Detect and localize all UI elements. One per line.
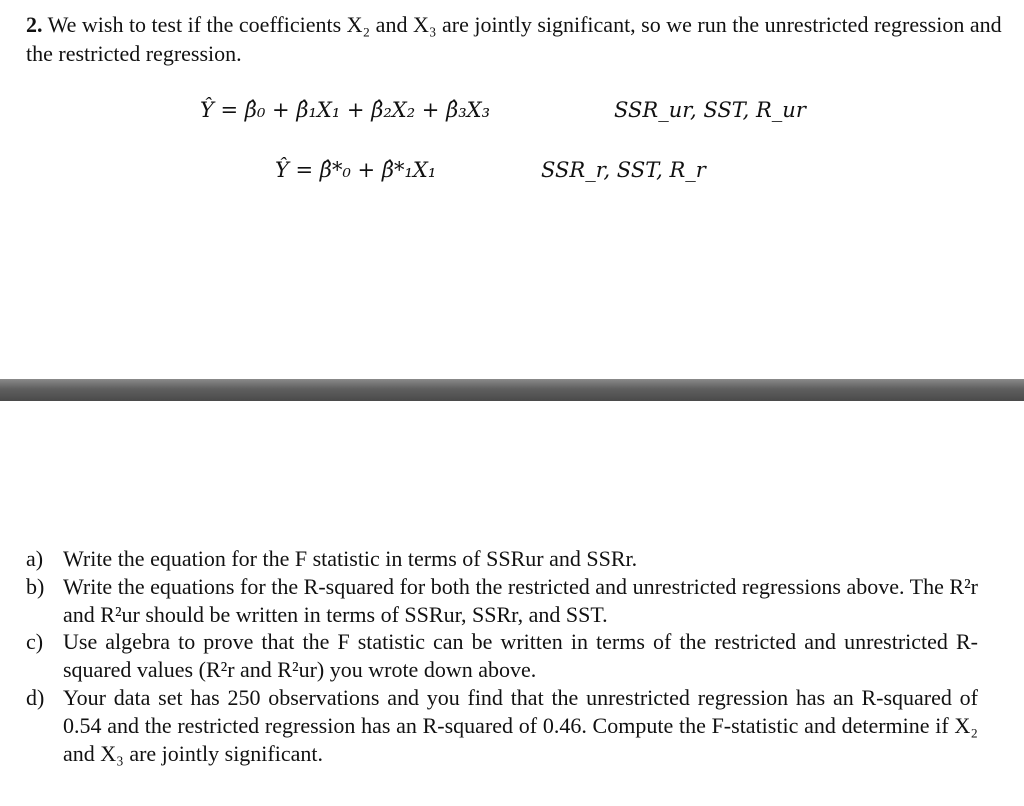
sub-question-c <box>26 628 978 684</box>
sub-question-d <box>26 684 978 767</box>
sub-question-text: Use algebra to prove that the F statistic can be written in terms of the restricted and unrestricted R-squared values (R²r and R²ur) you wrote down above. <box>63 629 978 683</box>
question-text <box>26 10 1006 68</box>
sub-question-a <box>26 545 978 573</box>
restricted-stats: SSR_r, SST, R_r <box>541 158 706 182</box>
sub-question-b <box>26 573 978 629</box>
sub-question-list <box>26 545 978 767</box>
question-body: We wish to test if the coefficients X₂ and X₃ are jointly significant, so we run the unrestricted regression and the restricted regression. <box>26 12 1002 66</box>
sub-question-label: b) <box>26 573 45 599</box>
unrestricted-stats: SSR_ur, SST, R_ur <box>614 98 806 122</box>
question-number: 2. <box>26 12 43 37</box>
sub-question-label: d) <box>26 684 45 710</box>
sub-question-text: Write the equations for the R-squared for both the restricted and unrestricted regressions above. The R²r and R²ur should be written in terms of SSRur, SSRr, and SST. <box>63 573 978 627</box>
page-divider <box>0 379 1024 401</box>
unrestricted-equation: Ŷ = β̂₀ + β̂₁X₁ + β̂₂X₂ + β̂₃X₃ <box>200 98 490 122</box>
sub-question-label: c) <box>26 629 44 655</box>
sub-question-label: a) <box>26 546 44 571</box>
sub-question-text: Write the equation for the F statistic in terms of SSRur and SSRr. <box>63 546 638 571</box>
sub-question-text: Your data set has 250 observations and you find that the unrestricted regression has an R-squared of 0.54 and the restricted regression has an R-squared of 0.46. Compute the F-statistic and determine if X₂ and X₃ are jointly significant. <box>63 684 978 766</box>
restricted-equation: Ŷ = β̂*₀ + β̂*₁X₁ <box>275 158 437 182</box>
